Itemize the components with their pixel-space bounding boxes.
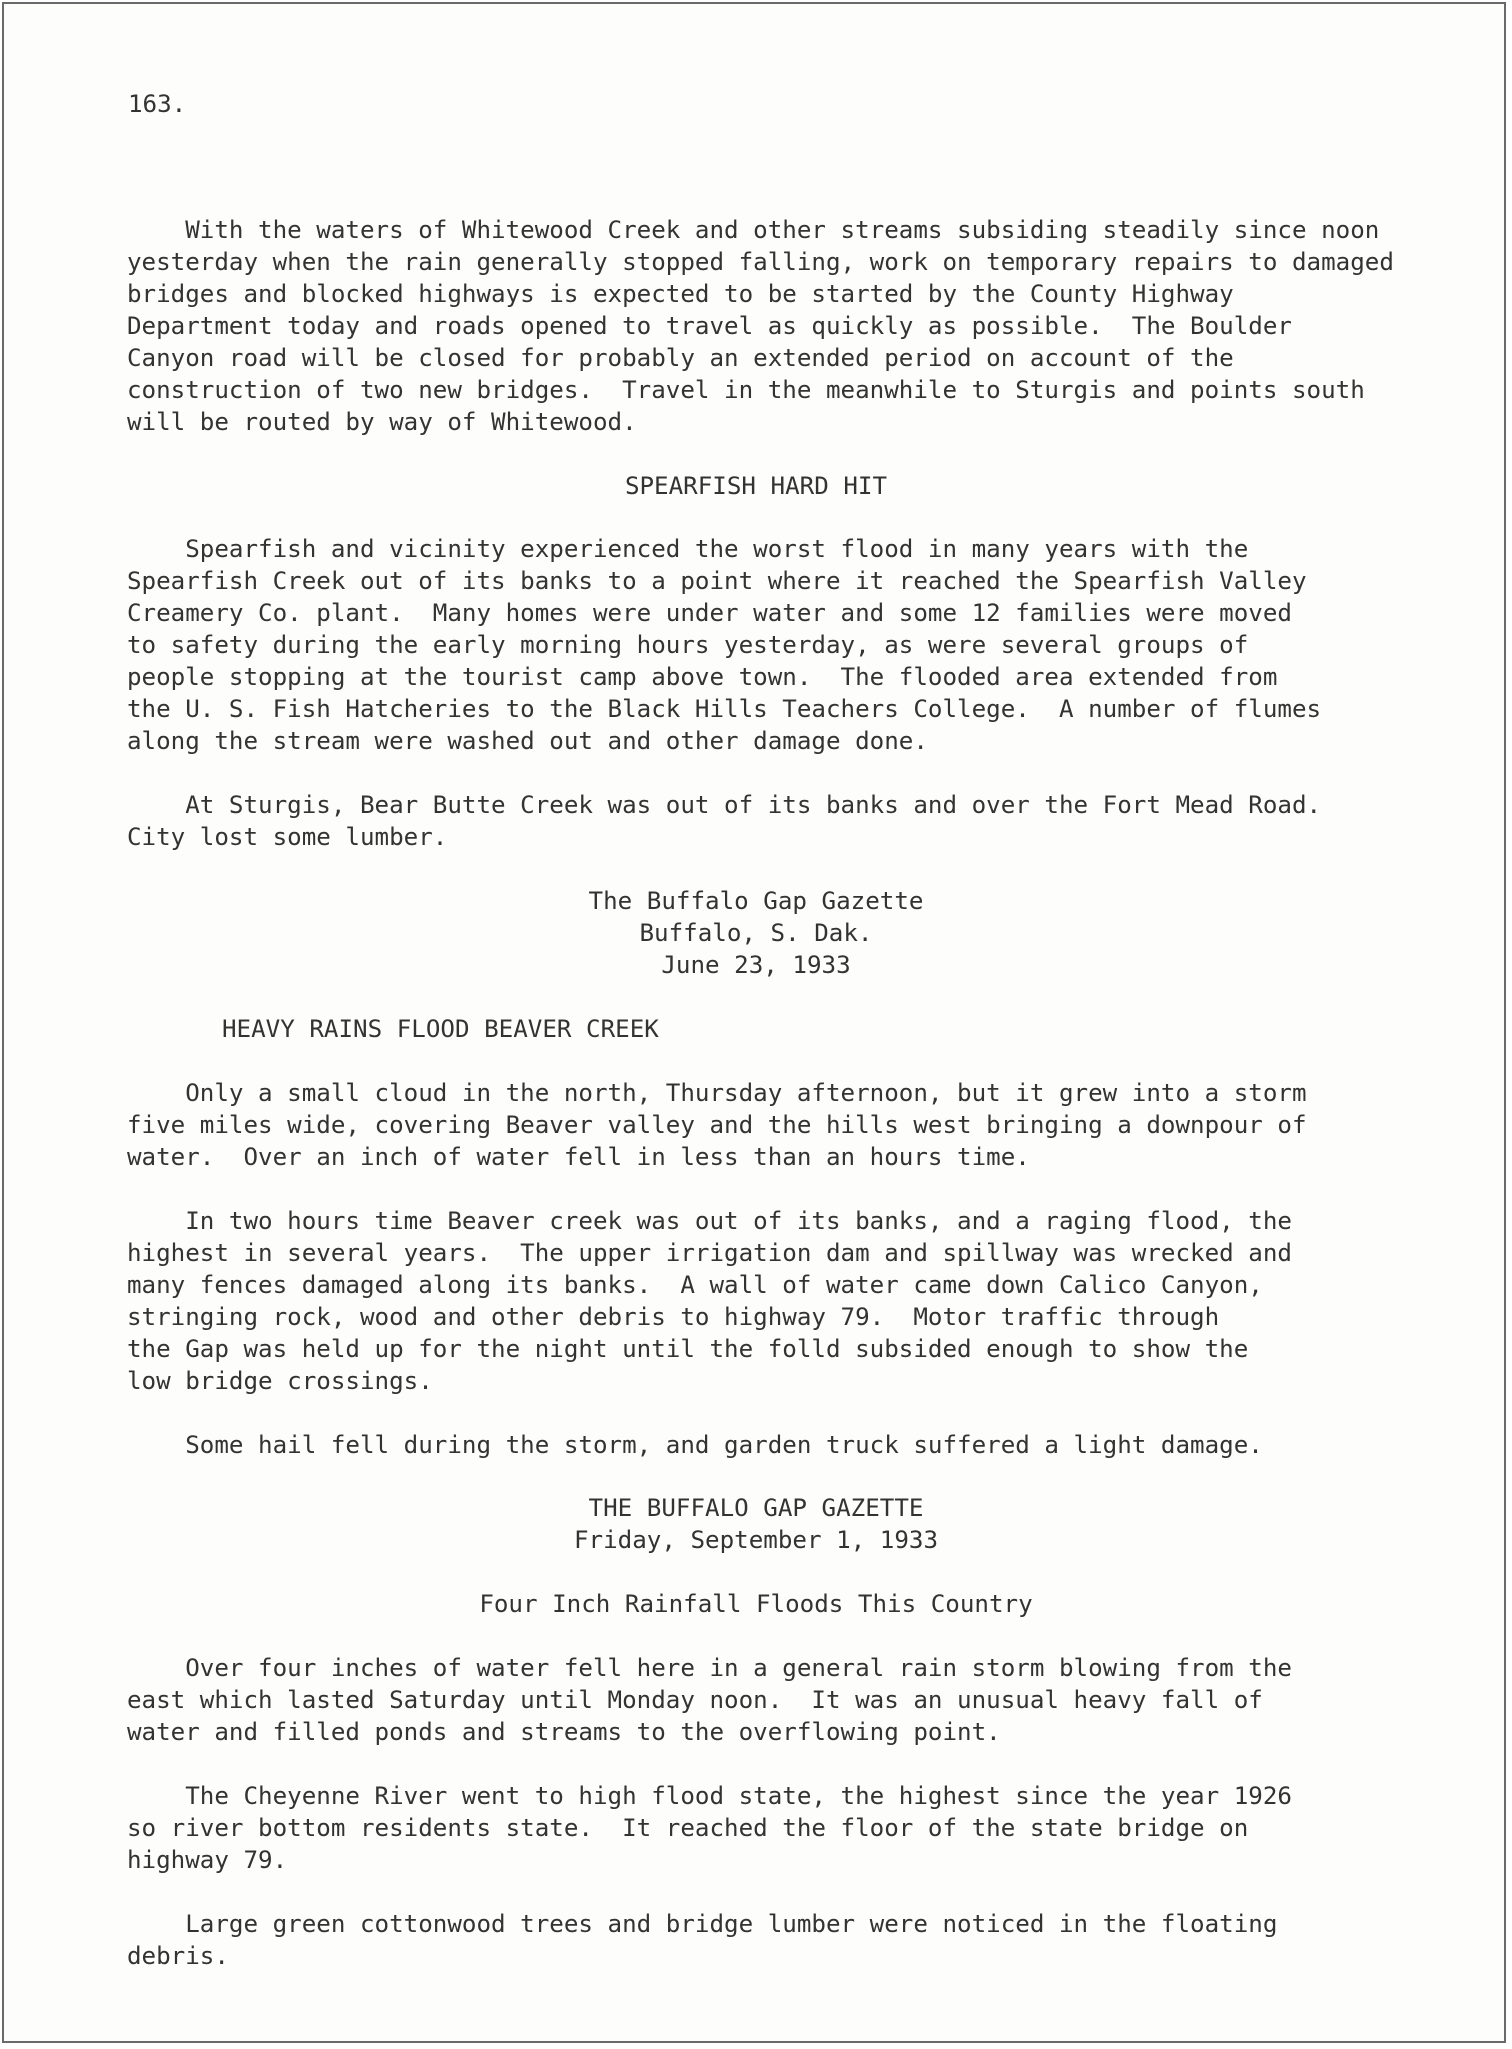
text-line: Some hail fell during the storm, and garden truck suffered a light damage. bbox=[127, 1431, 1263, 1459]
text-line: stringing rock, wood and other debris to highway 79. Motor traffic through bbox=[127, 1303, 1220, 1331]
text-line: THE BUFFALO GAP GAZETTE bbox=[588, 1494, 924, 1522]
text-line: Friday, September 1, 1933 bbox=[573, 1526, 939, 1554]
text-line: highway 79. bbox=[127, 1846, 288, 1874]
text-line: water. Over an inch of water fell in less than an hours time. bbox=[127, 1143, 1030, 1171]
text-line: The Cheyenne River went to high flood state, the highest since the year 1926 bbox=[127, 1782, 1292, 1810]
text-line: highest in several years. The upper irrigation dam and spillway was wrecked and bbox=[127, 1239, 1292, 1267]
text-line: Creamery Co. plant. Many homes were under water and some 12 families were moved bbox=[127, 599, 1292, 627]
text-line: water and filled ponds and streams to the overflowing point. bbox=[127, 1718, 1001, 1746]
text-line: debris. bbox=[127, 1942, 229, 1970]
text-line: Large green cottonwood trees and bridge lumber were noticed in the floating bbox=[127, 1910, 1278, 1938]
paragraph-hail bbox=[127, 1429, 1263, 1461]
text-line: Canyon road will be closed for probably an extended period on account of the bbox=[127, 344, 1234, 372]
text-line: At Sturgis, Bear Butte Creek was out of its banks and over the Fort Mead Road. bbox=[127, 791, 1322, 819]
text-line: With the waters of Whitewood Creek and other streams subsiding steadily since noon bbox=[127, 216, 1380, 244]
paragraph-sturgis bbox=[127, 789, 1321, 853]
paragraph-cottonwood-debris bbox=[127, 1908, 1277, 1972]
text-line: Buffalo, S. Dak. bbox=[639, 919, 873, 947]
text-line: Over four inches of water fell here in a general rain storm blowing from the bbox=[127, 1654, 1292, 1682]
text-line: In two hours time Beaver creek was out of its banks, and a raging flood, the bbox=[127, 1207, 1292, 1235]
text-line: City lost some lumber. bbox=[127, 823, 448, 851]
paragraph-small-cloud bbox=[127, 1077, 1307, 1173]
text-line: people stopping at the tourist camp above town. The flooded area extended from bbox=[127, 663, 1278, 691]
text-line: many fences damaged along its banks. A wall of water came down Calico Canyon, bbox=[127, 1271, 1263, 1299]
page-number: 163. bbox=[128, 90, 187, 118]
paragraph-cheyenne-river bbox=[127, 1780, 1292, 1876]
text-line: five miles wide, covering Beaver valley and the hills west bringing a downpour of bbox=[127, 1111, 1307, 1139]
text-line: the Gap was held up for the night until the folld subsided enough to show the bbox=[127, 1335, 1249, 1363]
text-line: The Buffalo Gap Gazette bbox=[588, 887, 924, 915]
text-line: will be routed by way of Whitewood. bbox=[127, 408, 637, 436]
paragraph-four-inches-water bbox=[127, 1652, 1292, 1748]
text-line: east which lasted Saturday until Monday noon. It was an unusual heavy fall of bbox=[127, 1686, 1263, 1714]
text-line: yesterday when the rain generally stopped falling, work on temporary repairs to damaged bbox=[127, 248, 1394, 276]
heading-spearfish-hard-hit: SPEARFISH HARD HIT bbox=[624, 472, 888, 500]
source-citation-buffalo-gap-june bbox=[0, 885, 1512, 981]
text-line: bridges and blocked highways is expected to be started by the County Highway bbox=[127, 280, 1234, 308]
text-line: construction of two new bridges. Travel in the meanwhile to Sturgis and points south bbox=[127, 376, 1365, 404]
text-line: Spearfish and vicinity experienced the worst flood in many years with the bbox=[127, 535, 1249, 563]
text-line: Spearfish Creek out of its banks to a point where it reached the Spearfish Valley bbox=[127, 567, 1307, 595]
text-line: along the stream were washed out and other damage done. bbox=[127, 727, 928, 755]
text-line: Department today and roads opened to travel as quickly as possible. The Boulder bbox=[127, 312, 1292, 340]
heading-heavy-rains: HEAVY RAINS FLOOD BEAVER CREEK bbox=[222, 1015, 659, 1043]
source-citation-buffalo-gap-september bbox=[0, 1492, 1512, 1556]
text-line: to safety during the early morning hours yesterday, as were several groups of bbox=[127, 631, 1249, 659]
text-line: Only a small cloud in the north, Thursday afternoon, but it grew into a storm bbox=[127, 1079, 1307, 1107]
text-line: so river bottom residents state. It reached the floor of the state bridge on bbox=[127, 1814, 1249, 1842]
text-line: low bridge crossings. bbox=[127, 1367, 433, 1395]
paragraph-spearfish-flood bbox=[127, 533, 1321, 757]
text-line: June 23, 1933 bbox=[661, 951, 851, 979]
paragraph-whitewood-creek bbox=[127, 214, 1394, 438]
paragraph-beaver-creek-flood bbox=[127, 1205, 1292, 1397]
text-line: the U. S. Fish Hatcheries to the Black Hills Teachers College. A number of flumes bbox=[127, 695, 1322, 723]
heading-four-inch-rainfall: Four Inch Rainfall Floods This Country bbox=[479, 1590, 1033, 1618]
